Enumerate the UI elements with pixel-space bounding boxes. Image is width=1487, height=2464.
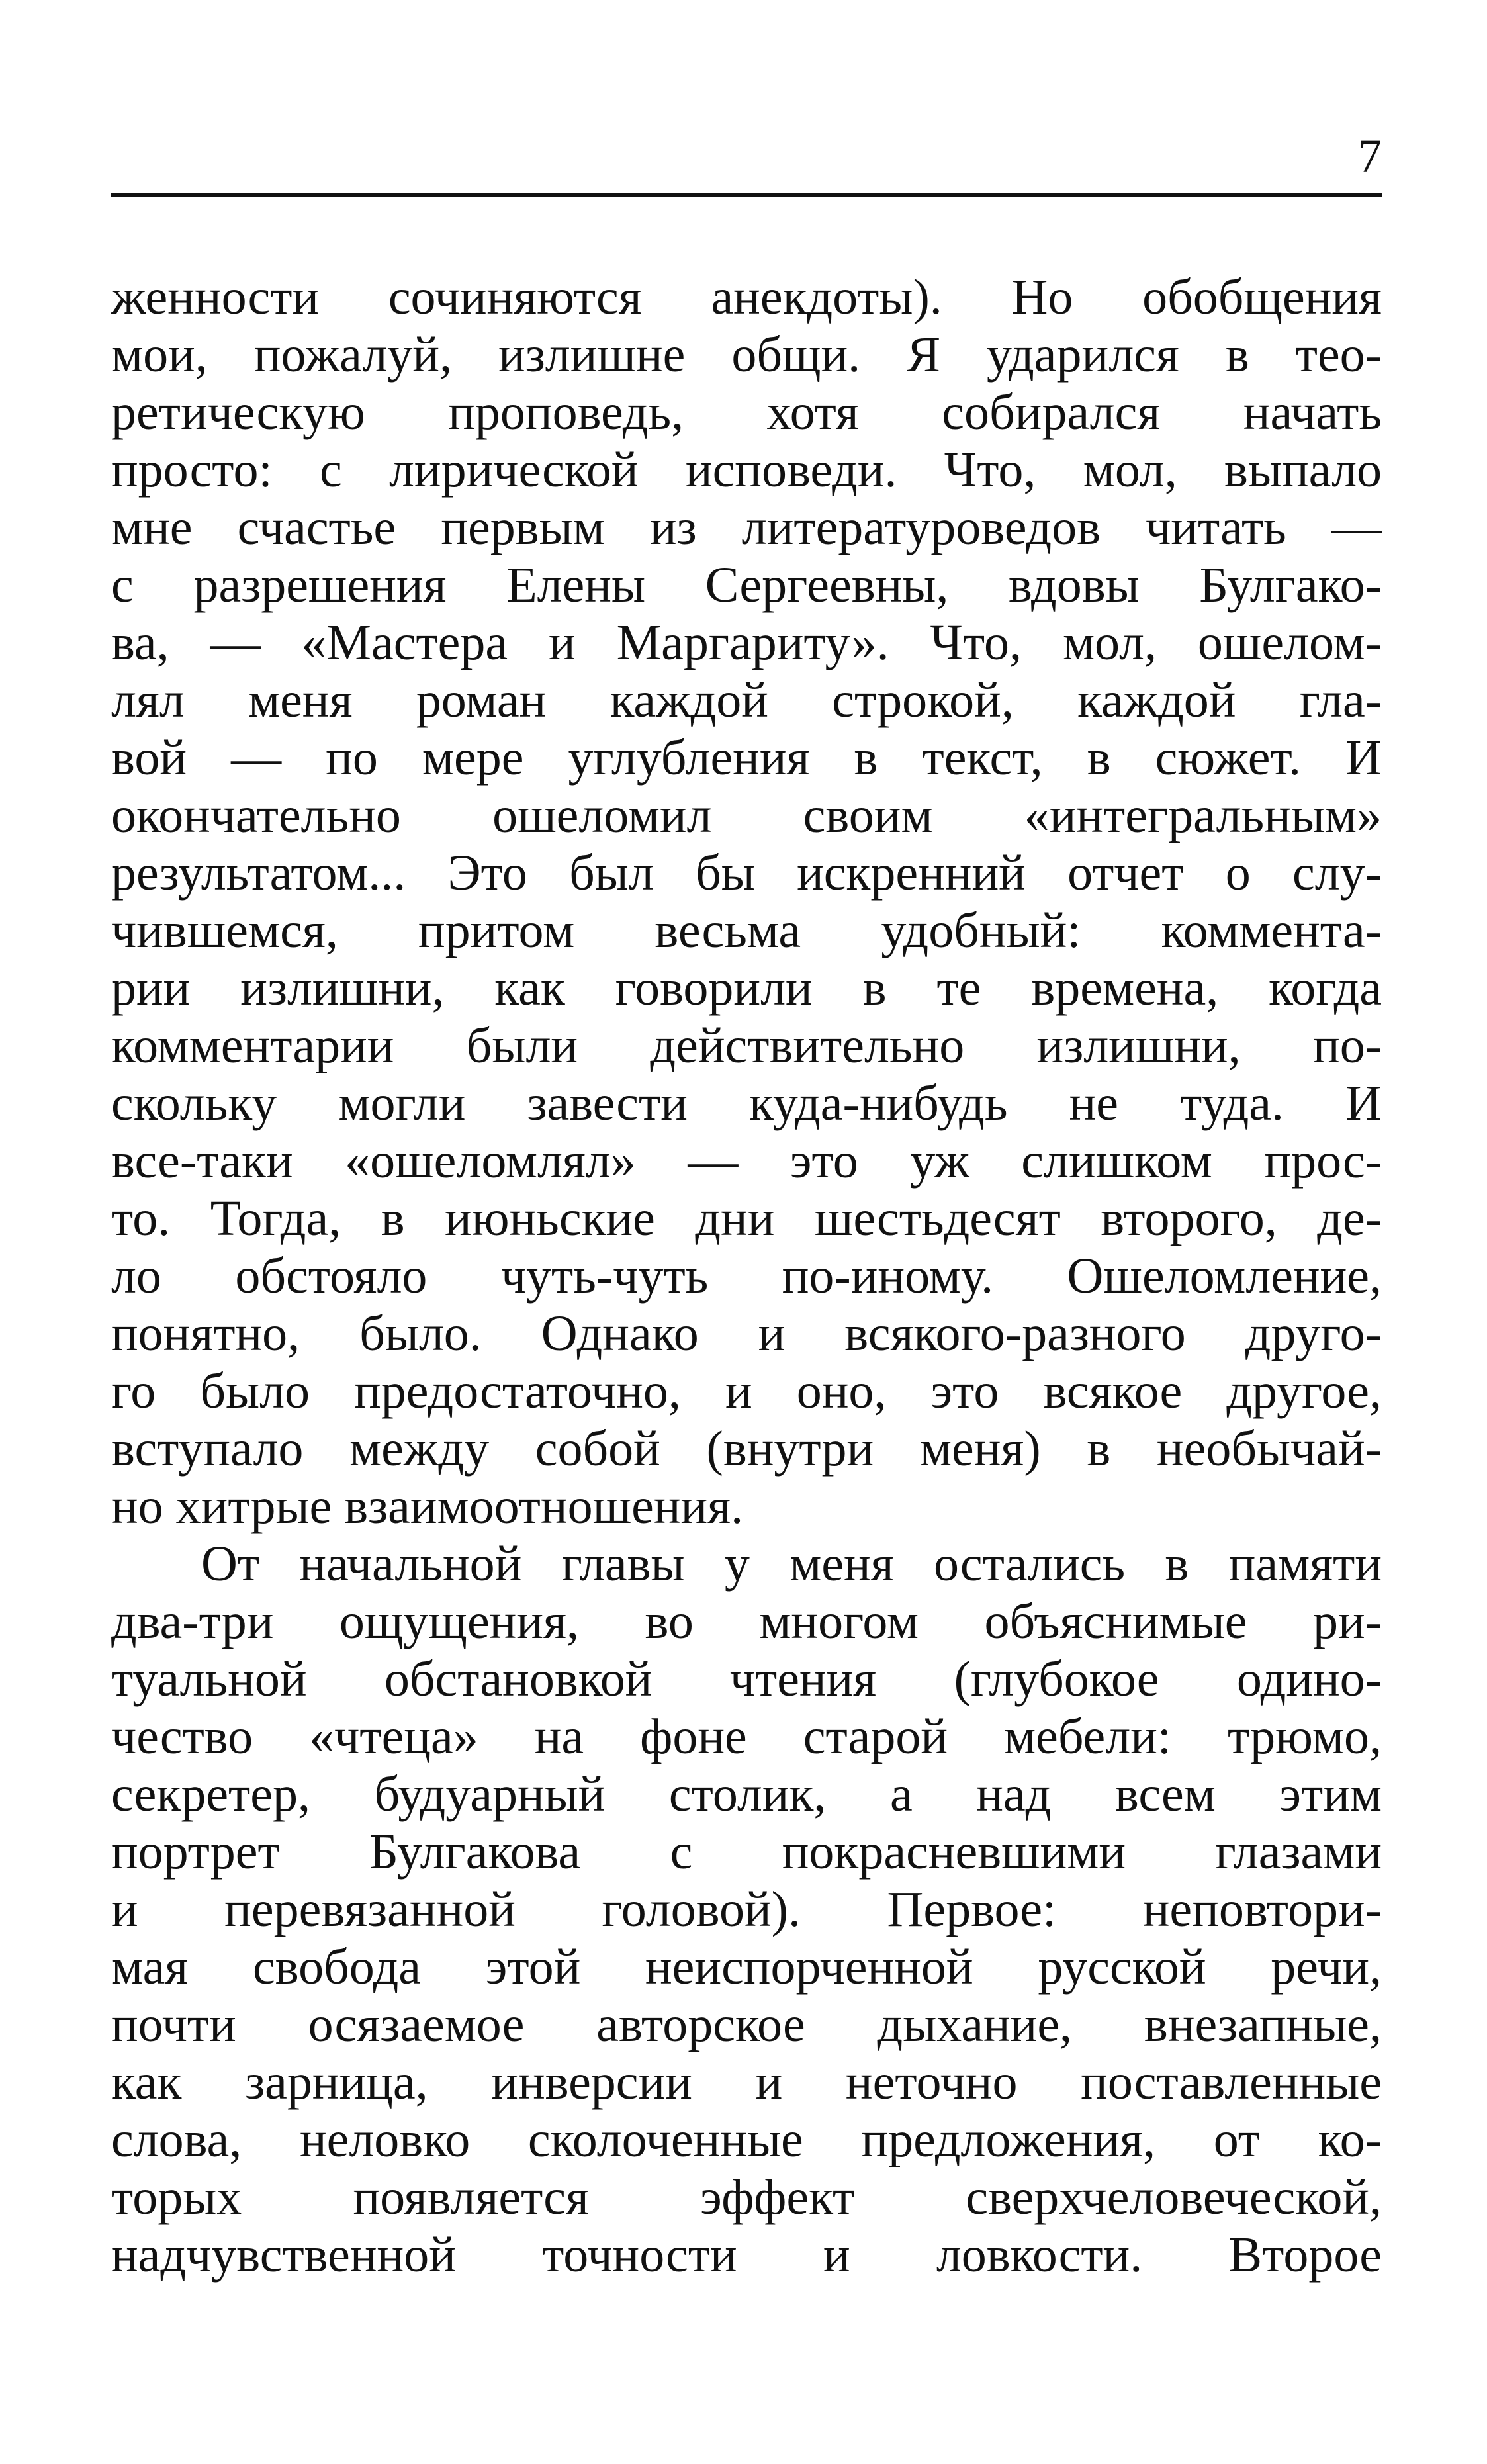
header-rule — [111, 193, 1382, 197]
text-line: ло обстояло чуть-чуть по-иному. Ошеломление, — [111, 1248, 1382, 1304]
text-line: комментарии были действительно излишни, по- — [111, 1018, 1382, 1073]
text-line: результатом... Это был бы искренний отчет о слу- — [111, 845, 1382, 901]
text-line: два-три ощущения, во многом объяснимые ри- — [111, 1594, 1382, 1649]
text-line: портрет Булгакова с покрасневшими глазами — [111, 1824, 1382, 1880]
text-line: просто: с лирической исповеди. Что, мол, выпало — [111, 442, 1382, 498]
text-line: женности сочиняются анекдоты). Но обобщения — [111, 269, 1382, 325]
page-header — [111, 132, 1382, 199]
text-line: туальной обстановкой чтения (глубокое одино- — [111, 1651, 1382, 1707]
text-line: мои, пожалуй, излишне общи. Я ударился в тео- — [111, 327, 1382, 383]
paragraph — [111, 1535, 1382, 2284]
text-line: ретическую проповедь, хотя собирался начать — [111, 385, 1382, 440]
text-line: торых появляется эффект сверхчеловеческой, — [111, 2169, 1382, 2225]
text-line: и перевязанной головой). Первое: неповтори- — [111, 1882, 1382, 1937]
text-line: рии излишни, как говорили в те времена, когда — [111, 960, 1382, 1016]
text-line: вой — по мере углубления в текст, в сюжет. И — [111, 730, 1382, 786]
text-line: лял меня роман каждой строкой, каждой гла- — [111, 672, 1382, 728]
text-line: чившемся, притом весьма удобный: коммента- — [111, 903, 1382, 958]
text-line: слова, неловко сколоченные предложения, от ко- — [111, 2112, 1382, 2167]
text-line: надчувственной точности и ловкости. Второе — [111, 2227, 1382, 2283]
text-line: секретер, будуарный столик, а над всем этим — [111, 1766, 1382, 1822]
text-line: го было предостаточно, и оно, это всякое другое, — [111, 1363, 1382, 1419]
text-line: как зарница, инверсии и неточно поставленные — [111, 2054, 1382, 2110]
text-line: почти осязаемое авторское дыхание, внезапные, — [111, 1997, 1382, 2052]
text-line: чество «чтеца» на фоне старой мебели: трюмо, — [111, 1709, 1382, 1764]
page-number: 7 — [1358, 130, 1382, 183]
text-line: окончательно ошеломил своим «интегральным» — [111, 788, 1382, 843]
text-line: мая свобода этой неиспорченной русской речи, — [111, 1939, 1382, 1995]
text-line: скольку могли завести куда-нибудь не туда. И — [111, 1075, 1382, 1131]
text-line: с разрешения Елены Сергеевны, вдовы Булгако- — [111, 557, 1382, 613]
text-line: От начальной главы у меня остались в памяти — [201, 1536, 1382, 1592]
text-line: понятно, было. Однако и всякого-разного друго- — [111, 1306, 1382, 1361]
text-line: вступало между собой (внутри меня) в необычай- — [111, 1421, 1382, 1477]
text-line: мне счастье первым из литературоведов читать — — [111, 500, 1382, 555]
text-line: ва, — «Мастера и Маргариту». Что, мол, ошелом- — [111, 615, 1382, 670]
text-line: но хитрые взаимоотношения. — [111, 1479, 744, 1534]
paragraph — [111, 269, 1382, 1535]
text-line: то. Тогда, в июньские дни шестьдесят второго, де- — [111, 1191, 1382, 1246]
text-line: все-таки «ошеломлял» — это уж слишком прос- — [111, 1133, 1382, 1189]
body-text — [111, 269, 1382, 2284]
